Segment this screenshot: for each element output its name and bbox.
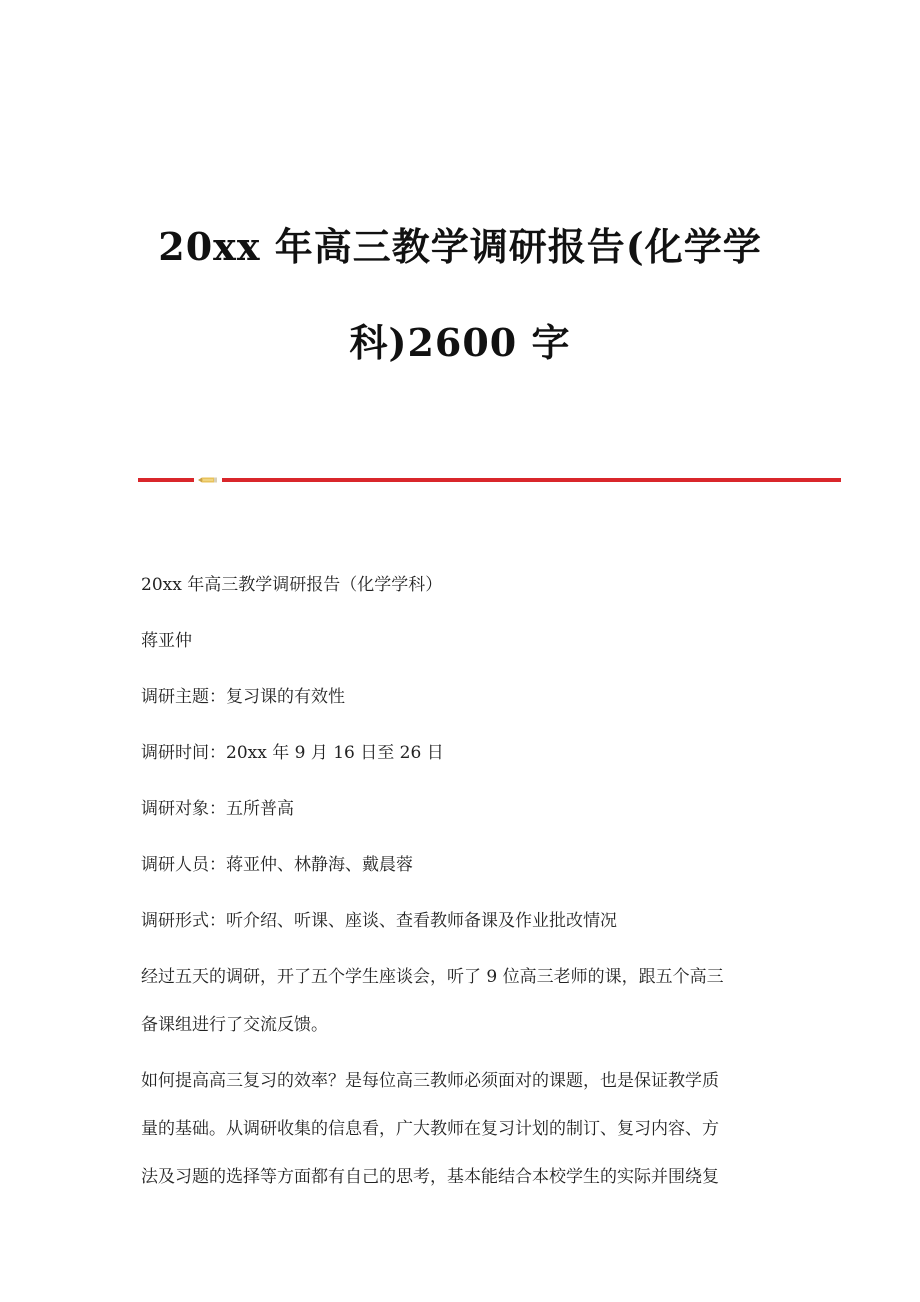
- divider-right-segment: [222, 478, 841, 482]
- paragraph-2-line-1: 如何提高高三复习的效率？是每位高三教师必须面对的课题，也是保证教学质: [141, 1071, 719, 1091]
- document-subtitle: 20xx 年高三教学调研报告（化学学科）: [141, 575, 443, 595]
- document-author: 蒋亚仲: [141, 631, 192, 651]
- divider-left-segment: [138, 478, 194, 482]
- paragraph-2-line-3: 法及习题的选择等方面都有自己的思考，基本能结合本校学生的实际并围绕复: [141, 1167, 719, 1187]
- meta-target: 调研对象：五所普高: [141, 799, 294, 819]
- paragraph-1-line-2: 备课组进行了交流反馈。: [141, 1015, 328, 1035]
- paragraph-1-line-1: 经过五天的调研，开了五个学生座谈会，听了 9 位高三老师的课，跟五个高三: [141, 967, 724, 987]
- paragraph-2-line-2: 量的基础。从调研收集的信息看，广大教师在复习计划的制订、复习内容、方: [141, 1119, 719, 1139]
- meta-form: 调研形式：听介绍、听课、座谈、查看教师备课及作业批改情况: [141, 911, 617, 931]
- title-divider: [138, 476, 841, 484]
- meta-members: 调研人员：蒋亚仲、林静海、戴晨蓉: [141, 855, 413, 875]
- meta-topic: 调研主题：复习课的有效性: [141, 687, 345, 707]
- document-title-line-2: 科)2600 字: [349, 320, 571, 365]
- document-title-line-1: 20xx 年高三教学调研报告(化学学: [158, 224, 762, 269]
- pencil-icon: [198, 477, 217, 483]
- meta-time: 调研时间：20xx 年 9 月 16 日至 26 日: [141, 743, 444, 763]
